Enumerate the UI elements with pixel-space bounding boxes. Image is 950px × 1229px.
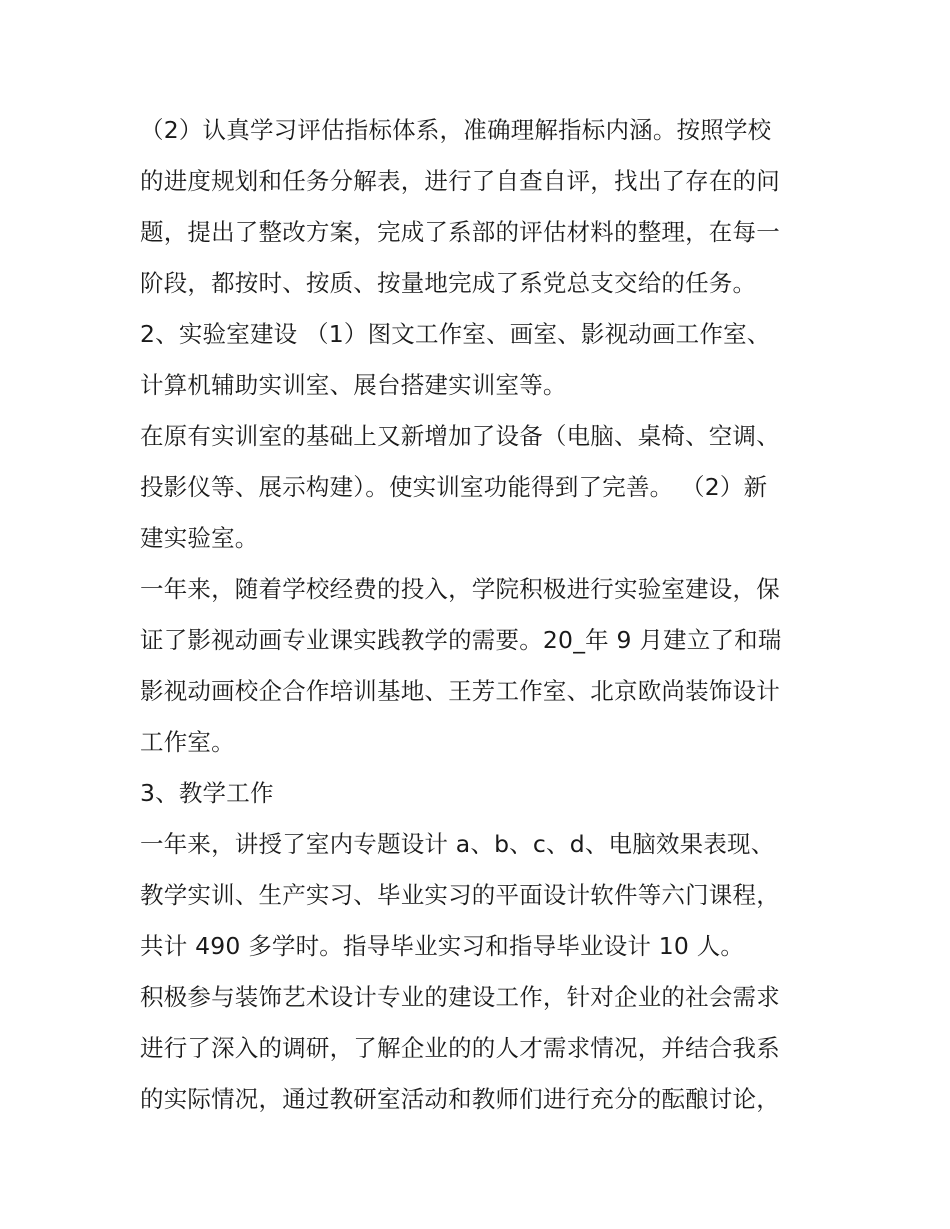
text-line: 的进度规划和任务分解表，进行了自查自评，找出了存在的问 <box>140 167 780 195</box>
text-line: 建实验室。 <box>140 524 259 552</box>
text-line: 一年来，讲授了室内专题设计 a、b、c、d、电脑效果表现、 <box>140 830 775 858</box>
section-heading-lab-construction: 2、实验室建设 （1）图文工作室、画室、影视动画工作室、 <box>140 320 771 348</box>
text-line: 积极参与装饰艺术设计专业的建设工作，针对企业的社会需求 <box>140 983 780 1011</box>
text-line: 阶段，都按时、按质、按量地完成了系党总支交给的任务。 <box>140 269 757 297</box>
text-line: 的实际情况，通过教研室活动和教师们进行充分的酝酿讨论， <box>140 1085 780 1113</box>
text-line: （2）认真学习评估指标体系，准确理解指标内涵。按照学校 <box>140 116 772 144</box>
text-line: 进行了深入的调研，了解企业的的人才需求情况，并结合我系 <box>140 1034 780 1062</box>
text-line: 题，提出了整改方案，完成了系部的评估材料的整理，在每一 <box>140 218 780 246</box>
text-line: 共计 490 多学时。指导毕业实习和指导毕业设计 10 人。 <box>140 932 745 960</box>
text-line: 影视动画校企合作培训基地、王芳工作室、北京欧尚装饰设计 <box>140 677 780 705</box>
text-line: 教学实训、生产实习、毕业实习的平面设计软件等六门课程， <box>140 881 780 909</box>
text-line: 一年来，随着学校经费的投入，学院积极进行实验室建设，保 <box>140 575 780 603</box>
text-line: 工作室。 <box>140 728 235 756</box>
text-line: 在原有实训室的基础上又新增加了设备（电脑、桌椅、空调、 <box>140 422 780 450</box>
text-line: 投影仪等、展示构建）。使实训室功能得到了完善。 （2）新 <box>140 473 768 501</box>
text-line: 计算机辅助实训室、展台搭建实训室等。 <box>140 371 567 399</box>
section-heading-teaching-work: 3、教学工作 <box>140 779 274 807</box>
text-line: 证了影视动画专业课实践教学的需要。20_年 9 月建立了和瑞 <box>140 626 782 654</box>
